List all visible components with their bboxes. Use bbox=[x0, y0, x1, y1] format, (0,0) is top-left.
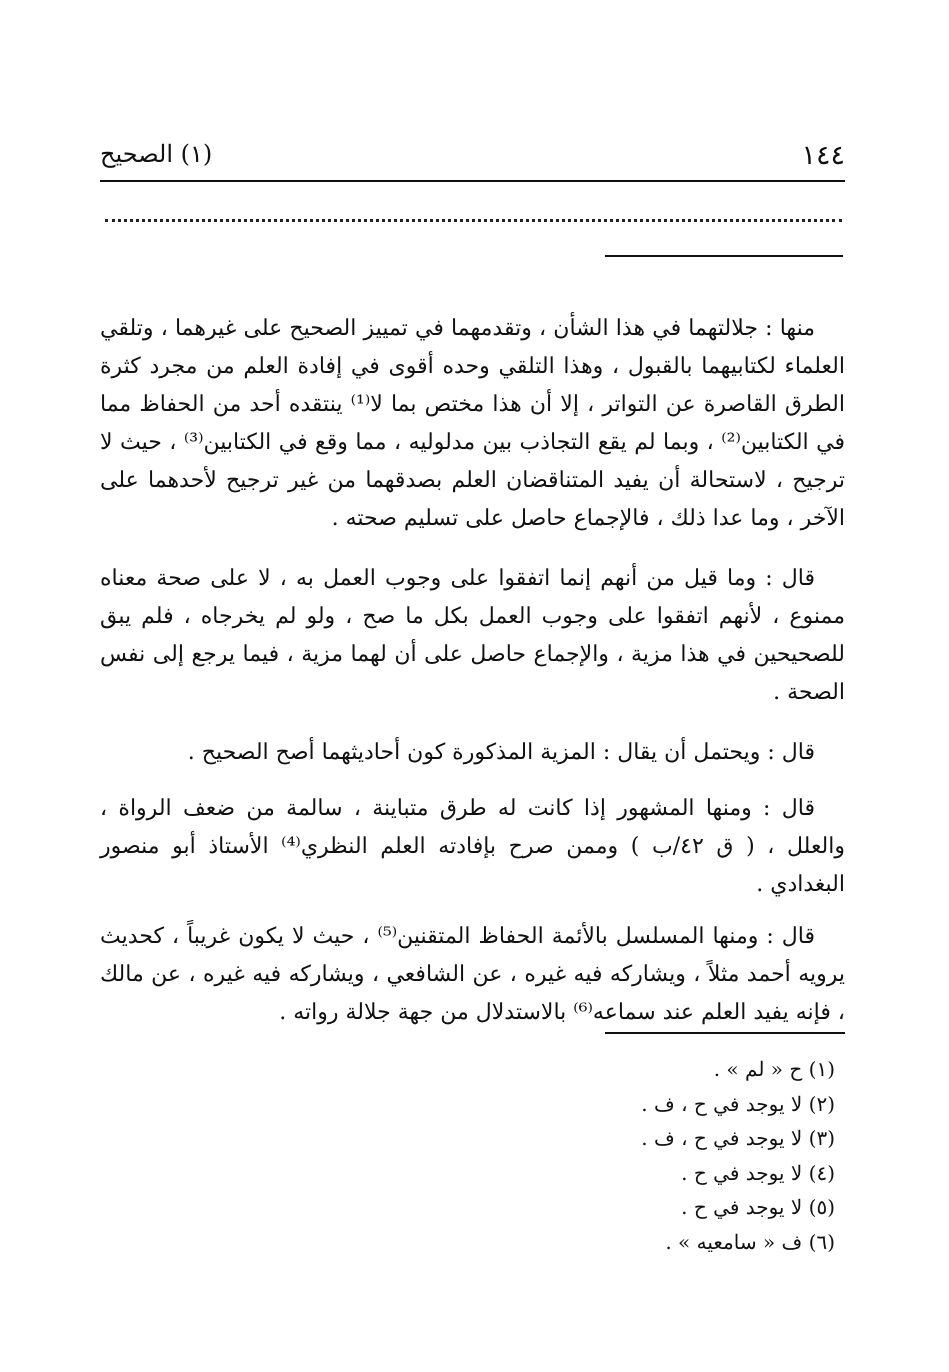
footnote-rule bbox=[605, 1032, 845, 1034]
page-number: ١٤٤ bbox=[801, 140, 845, 171]
footnote: (٣) لا يوجد في ح ، ف . bbox=[641, 1126, 835, 1150]
page-header bbox=[100, 140, 845, 180]
running-title: (١) الصحيح bbox=[100, 140, 213, 168]
section-rule bbox=[605, 255, 843, 257]
footnote: (٦) ف « سامعيه » . bbox=[665, 1229, 835, 1254]
paragraph: منها : جلالتهما في هذا الشأن ، وتقدمهما في تمييز الصحيح على غيرهما ، وتلقي العلماء لكتابيهما بالقبول ، وهذا التلقي وحده أقوى في إفادة العلم من مجرد كثرة الطرق القاصرة عن التواتر ، إلا أن هذا مختص بما لا⁽¹⁾ ينتقده أحد من الحفاظ مما في الكتابين⁽²⁾ ، وبما لم يقع التجاذب بين مدلوليه ، مما وقع في الكتابين⁽³⁾ ، حيث لا ترجيح ، لاستحالة أن يفيد المتناقضان العلم بصدقهما من غير ترجيح لأحدهما على الآخر ، وما عدا ذلك ، فالإجماع حاصل على تسليم صحته . bbox=[100, 316, 845, 531]
paragraph: قال : وما قيل من أنهم إنما اتفقوا على وجوب العمل به ، لا على صحة معناه ممنوع ، لأنهم اتفقوا على وجوب العمل بكل ما صح ، ولو لم يخرجاه ، فلم يبق للصحيحين في هذا مزية ، والإجماع حاصل على أن لهما مزية ، فيما يرجع إلى نفس الصحة . bbox=[100, 566, 845, 705]
footnotes-list bbox=[100, 1052, 835, 1259]
footnote: (٤) لا يوجد في ح . bbox=[681, 1160, 835, 1185]
dotted-separator bbox=[105, 219, 842, 222]
footnote: (١) ح « لم » . bbox=[713, 1057, 835, 1081]
header-rule bbox=[100, 180, 845, 182]
footnote: (٥) لا يوجد في ح . bbox=[681, 1195, 835, 1219]
main-text bbox=[100, 310, 845, 1054]
paragraph: قال : ومنها المشهور إذا كانت له طرق متباينة ، سالمة من ضعف الرواة ، والعلل ، ( ق ٤٢/ب ) وممن صرح بإفادته العلم النظري⁽⁴⁾ الأستاذ أبو منصور البغدادي . bbox=[100, 796, 845, 897]
paragraph: قال : ويحتمل أن يقال : المزية المذكورة كون أحاديثهما أصح الصحيح . bbox=[187, 740, 815, 765]
paragraph: قال : ومنها المسلسل بالأئمة الحفاظ المتقنين⁽⁵⁾ ، حيث لا يكون غريباً ، كحديث يرويه أحمد مثلاً ، ويشاركه فيه غيره ، عن الشافعي ، ويشاركه فيه غيره ، عن مالك ، فإنه يفيد العلم عند سماعه⁽⁶⁾ بالاستدلال من جهة جلالة رواته . bbox=[100, 924, 845, 1025]
footnote: (٢) لا يوجد في ح ، ف . bbox=[641, 1091, 835, 1116]
